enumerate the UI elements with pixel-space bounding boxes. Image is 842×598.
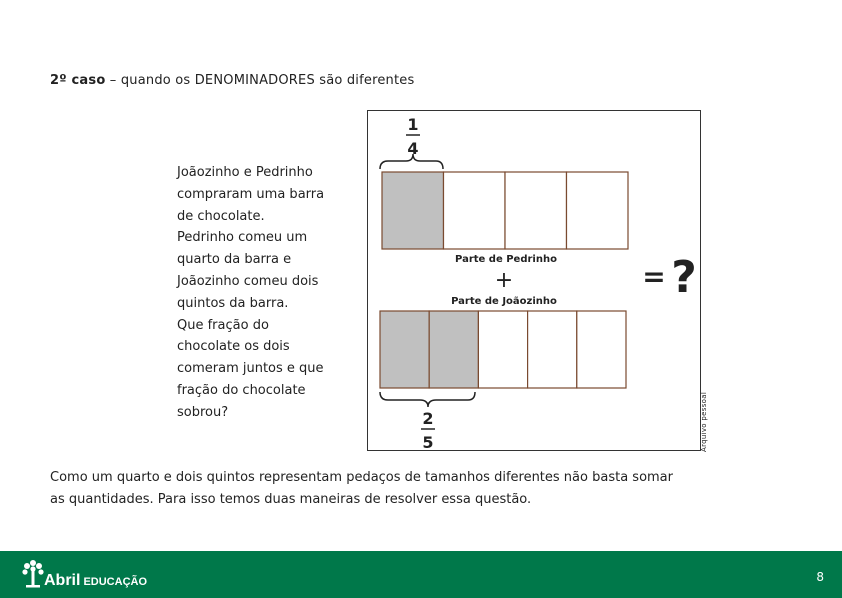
top-bar-part xyxy=(567,172,629,249)
story-line: quarto da barra e xyxy=(177,252,292,268)
brand-name: Abril xyxy=(44,572,81,589)
story-line: quintos da barra. xyxy=(177,295,289,311)
story-line: fração do chocolate xyxy=(177,382,306,398)
tree-logo-icon xyxy=(20,558,46,592)
heading-bold: 2º caso xyxy=(50,73,106,88)
top-bar-part xyxy=(444,172,506,249)
story-line: Pedrinho comeu um xyxy=(177,230,308,246)
top-bar-part xyxy=(505,172,567,249)
equals-sign: = xyxy=(642,260,666,293)
fraction-figure xyxy=(367,110,701,451)
story-line: de chocolate. xyxy=(177,208,265,224)
fraction-diagram xyxy=(368,111,702,452)
conclusion-line: Como um quarto e dois quintos representam pedaços de tamanhos diferentes não basta somar xyxy=(50,470,673,485)
brand-sub: EDUCAÇÃO xyxy=(83,576,148,588)
label-joaozinho: Parte de Joãozinho xyxy=(451,296,557,307)
bottom-bar-part xyxy=(380,311,429,388)
bottom-fraction-denominator: 5 xyxy=(422,433,434,452)
plus-sign: + xyxy=(494,268,514,293)
bottom-fraction-numerator: 2 xyxy=(422,409,434,428)
bottom-bar-part xyxy=(528,311,577,388)
story-line: Que fração do xyxy=(177,317,269,333)
story-line: compraram uma barra xyxy=(177,186,325,202)
bottom-brace xyxy=(380,392,475,407)
top-fraction-denominator: 4 xyxy=(407,139,419,158)
story-line: chocolate os dois xyxy=(177,339,290,355)
heading-text: – quando os DENOMINADORES são diferentes xyxy=(105,73,415,88)
question-mark: ? xyxy=(671,252,697,303)
image-credit: Arquivo pessoal xyxy=(700,391,708,452)
story-line: Joãozinho comeu dois xyxy=(177,273,319,289)
story-line: Joãozinho e Pedrinho xyxy=(177,165,313,180)
page-number: 8 xyxy=(816,570,824,584)
top-bar-part xyxy=(382,172,444,249)
conclusion-line: as quantidades. Para isso temos duas maneiras de resolver essa questão. xyxy=(50,492,532,507)
conclusion-text xyxy=(50,467,770,511)
label-pedrinho: Parte de Pedrinho xyxy=(455,254,557,265)
story-line: sobrou? xyxy=(177,404,229,420)
top-bar xyxy=(382,172,628,249)
story-line: comeram juntos e que xyxy=(177,361,324,377)
bottom-bar-part xyxy=(577,311,626,388)
brand-logo xyxy=(44,572,147,590)
top-fraction-numerator: 1 xyxy=(407,115,419,134)
bottom-bar-part xyxy=(478,311,527,388)
section-heading xyxy=(50,73,414,88)
problem-text xyxy=(177,162,347,424)
bottom-bar xyxy=(380,311,626,388)
bottom-bar-part xyxy=(429,311,478,388)
